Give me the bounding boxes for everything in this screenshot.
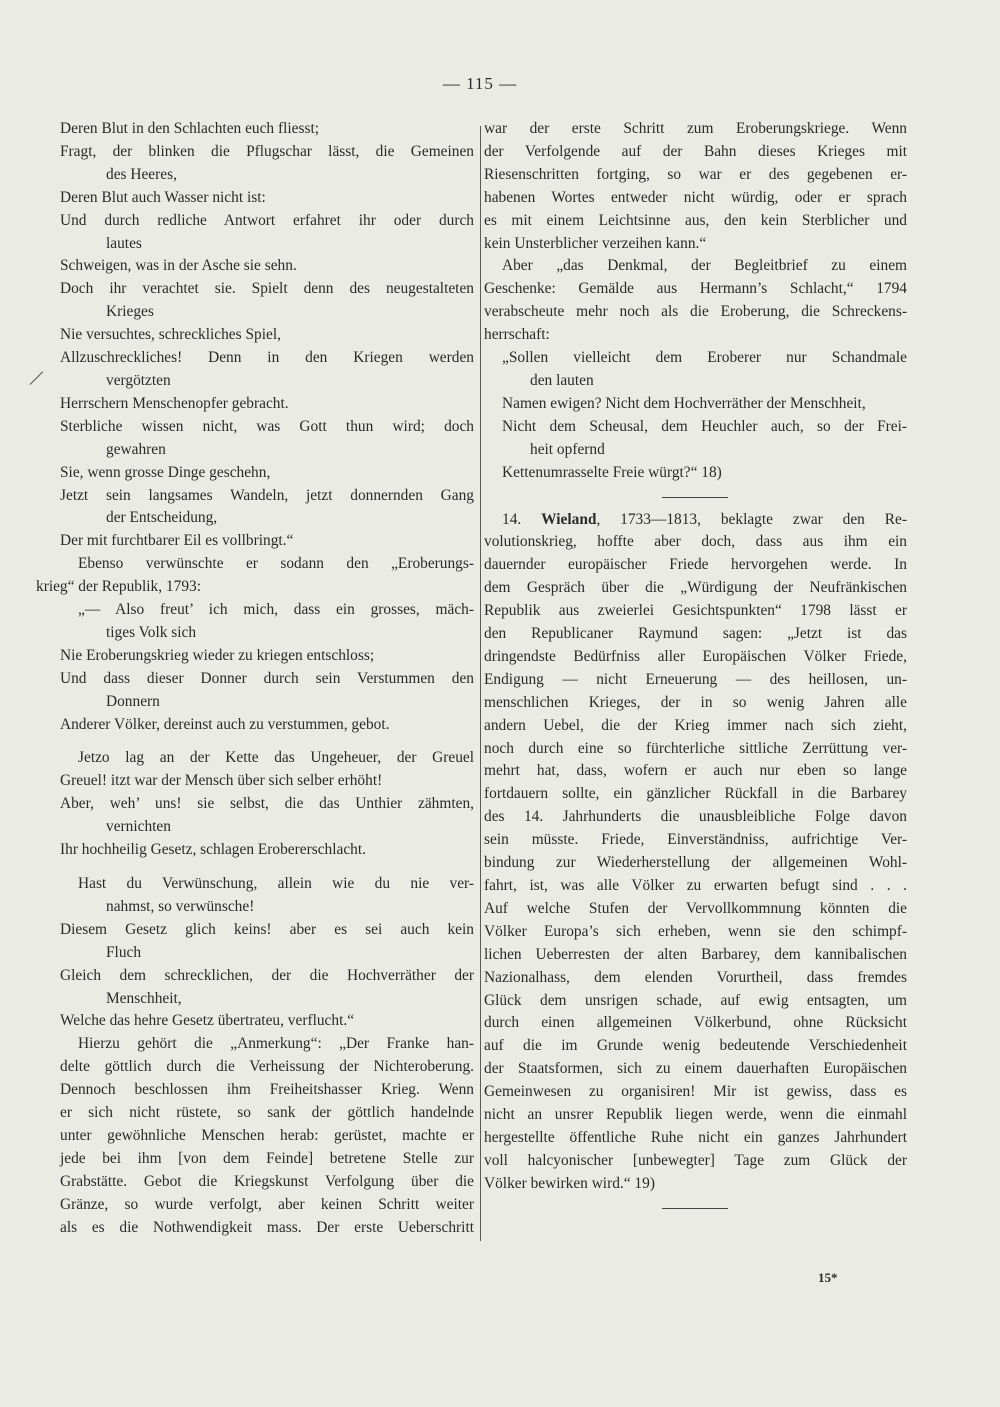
- text-line: fahrt, ist, was alle Völker zu erwarten befugt sind . . .: [484, 877, 907, 894]
- margin-pencil-mark: [30, 371, 43, 384]
- text-line: auf die im Grunde wenig bedeutende Verschiedenheit: [484, 1037, 907, 1055]
- left-column: [36, 118, 474, 1240]
- text-line: Auf welche Stufen der Vervollkommnung könnten die: [484, 899, 907, 917]
- text-line: war der erste Schritt zum Eroberungskriege. Wenn: [484, 120, 907, 137]
- text-line: volutionskrieg, hoffte aber doch, dass aus ihm ein: [484, 533, 907, 551]
- text-line: Republik aus zweierlei Gesichtspunkten“ 1798 lässt er: [484, 602, 907, 620]
- text-line: Jetzo lag an der Kette das Ungeheuer, der Greuel: [78, 749, 474, 767]
- text-line: nahmst, so verwünsche!: [106, 897, 255, 915]
- text-line: unter gewöhnliche Menschen herab: gerüstet, machte er: [60, 1126, 474, 1144]
- text-line: Der mit furchtbarer Eil es vollbringt.“: [60, 532, 294, 550]
- text-line: Grabstätte. Gebot die Kriegskunst Verfolgung über die: [60, 1172, 474, 1190]
- text-line: Diesem Gesetz glich keins! aber es sei auch kein: [60, 920, 474, 938]
- text-line: „Sollen vielleicht dem Eroberer nur Schandmale: [502, 349, 907, 367]
- text-line: Doch ihr verachtet sie. Spielt denn des neugestalteten: [60, 280, 474, 298]
- author-name: Wieland: [541, 510, 597, 528]
- text-line: Greuel! itzt war der Mensch über sich selber erhöht!: [60, 772, 383, 790]
- text-line: der Entscheidung,: [106, 509, 218, 527]
- text-line: den lauten: [530, 371, 594, 389]
- text-line: Kettenumrasselte Freie würgt?“ 18): [502, 463, 722, 481]
- text-line: Fluch: [106, 943, 142, 961]
- text-line: als es die Nothwendigkeit mass. Der erste Ueberschritt: [60, 1218, 474, 1236]
- printer-signature-mark: 15*: [818, 1270, 838, 1285]
- text-line: gewahren: [106, 440, 166, 458]
- text-line: durch einen allgemeinen Völkerbund, ohne Rücksicht: [484, 1014, 907, 1032]
- text-line: Menschheit,: [106, 989, 182, 1007]
- text-line: herrschaft:: [484, 326, 550, 344]
- text-line: Deren Blut in den Schlachten euch fliesst;: [60, 120, 320, 137]
- text-line: des Heeres,: [106, 165, 177, 183]
- text-line: fortdauern sollte, ein gänzlicher Rückfall in die Barbarey: [484, 785, 907, 803]
- text-line: andern Uebel, die der Krieg immer nach sich zieht,: [484, 716, 907, 734]
- text-line: dauernder europäischer Friede hervorgehen werde. In: [484, 556, 907, 574]
- text-line: sein müsste. Friede, Einverständniss, aufrichtige Ver-: [484, 831, 907, 849]
- text-line: der Verfolgende auf der Bahn dieses Krieges mit: [484, 142, 907, 160]
- text-line: jede bei ihm [von dem Feinde] betretene Stelle zur: [60, 1149, 474, 1167]
- text-line: Ebenso verwünschte er sodann den „Eroberungs-: [78, 555, 474, 573]
- text-line: Hierzu gehört die „Anmerkung“: „Der Franke han-: [78, 1035, 474, 1053]
- text-line: Gleich dem schrecklichen, der die Hochverräther der: [60, 966, 474, 984]
- text-line: vernichten: [106, 818, 171, 836]
- text-line: menschlichen Krieges, der in so wenig Jahren alle: [484, 693, 907, 711]
- text-line: der Staatsformen, sich zu einem dauerhaften Europäischen: [484, 1060, 907, 1078]
- text-line: tiges Volk sich: [106, 623, 197, 641]
- text-line: Und dass dieser Donner durch sein Verstummen den: [60, 669, 474, 687]
- text-line: des 14. Jahrhunderts die unausbleibliche Folge davon: [484, 808, 907, 826]
- text-line: Ihr hochheilig Gesetz, schlagen Erobererschlacht.: [60, 841, 366, 859]
- text-line: vergötzten: [106, 371, 171, 389]
- text-line: Anderer Völker, dereinst auch zu verstummen, gebot.: [60, 715, 390, 733]
- text-line: Völker Europa’s sich erheben, wenn sie den schimpf-: [484, 922, 907, 940]
- text-line: delte göttlich durch die Verheissung der Nichteroberung.: [60, 1058, 474, 1076]
- text-line: er sich nicht rüstete, so sank der göttlich handelnde: [60, 1104, 474, 1122]
- text-line: habenen Wortes entweder nicht würdig, oder er sprach: [484, 188, 907, 206]
- text-line: Fragt, der blinken die Pflugschar lässt, die Gemeinen: [60, 142, 474, 160]
- text-line: Glück dem unsrigen schade, auf ewig entsagten, um: [484, 991, 907, 1009]
- text-line: verabscheute mehr noch als die Eroberung, die Schreckens-: [484, 303, 907, 321]
- text-line: Sie, wenn grosse Dinge geschehn,: [60, 463, 271, 481]
- text-line: Nicht dem Scheusal, dem Heuchler auch, so der Frei-: [502, 417, 907, 435]
- right-column: [484, 118, 907, 1209]
- text-line: Nazionalhass, dem elenden Vorurtheil, dass fremdes: [484, 968, 907, 986]
- text-line: krieg“ der Republik, 1793:: [36, 578, 201, 596]
- text-line: Deren Blut auch Wasser nicht ist:: [60, 188, 266, 206]
- text-line: Hast du Verwünschung, allein wie du nie ver-: [78, 875, 474, 892]
- text-line: Und durch redliche Antwort erfahret ihr oder durch: [60, 211, 474, 229]
- text-line: Donnern: [106, 692, 160, 710]
- text-line: mehrt hat, dass, wofern er auch nur eben so lange: [484, 762, 907, 780]
- paragraph-gap: [60, 862, 474, 873]
- text-line: den Republicaner Raymund sagen: „Jetzt ist das: [484, 625, 907, 643]
- text-line: noch durch eine so fürchterliche sittliche Zerrüttung ver-: [484, 739, 907, 757]
- text-line: dringendste Bedürfniss aller Europäischen Völker Friede,: [484, 647, 907, 665]
- text-line: Herrschern Menschenopfer gebracht.: [60, 394, 289, 412]
- text-line: Völker bewirken wird.“ 19): [484, 1174, 655, 1192]
- text-line: es mit einem Leichtsinne aus, den kein Sterblicher und: [484, 211, 907, 229]
- text-line: Sterbliche wissen nicht, was Gott thun wird; doch: [60, 417, 474, 435]
- text-line: Allzuschreckliches! Denn in den Kriegen werden: [60, 349, 474, 367]
- text-line: lichen Ueberresten der alten Barbarey, dem kannibalischen: [484, 945, 907, 963]
- text-line: Riesenschritten fortging, so war er des gegebenen er-: [484, 165, 907, 183]
- text-line: Geschenke: Gemälde aus Hermann’s Schlacht,“ 1794: [484, 280, 907, 298]
- page-number: — 115 —: [442, 74, 518, 93]
- text-line: Dennoch beschlossen ihm Freiheitshasser Krieg. Wenn: [60, 1081, 474, 1099]
- text-line: Aber „das Denkmal, der Begleitbrief zu einem: [502, 257, 907, 275]
- text-line: Endigung — nicht Erneuerung — des heillosen, un-: [484, 670, 907, 688]
- text-line: Namen ewigen? Nicht dem Hochverräther der Menschheit,: [502, 394, 866, 412]
- text-line: Gemeinwesen zu organisiren! Mir ist gewiss, dass es: [484, 1083, 907, 1101]
- text-line: Krieges: [106, 303, 154, 321]
- text-line: kein Unsterblicher verzeihen kann.“: [484, 234, 707, 252]
- text-line: Schweigen, was in der Asche sie sehn.: [60, 257, 297, 275]
- paragraph-gap: [60, 736, 474, 747]
- column-divider: [480, 126, 481, 1241]
- text-line: „— Also freut’ ich mich, dass ein grosses, mäch-: [78, 601, 474, 619]
- text-line: Nie Eroberungskrieg wieder zu kriegen entschloss;: [60, 646, 375, 664]
- text-line: Aber, weh’ uns! sie selbst, die das Unthier zähmten,: [60, 795, 474, 813]
- text-line: voll halcyonischer [unbewegter] Tage zum Glück der: [484, 1151, 907, 1169]
- text-line: lautes: [106, 234, 142, 252]
- text-line: dem Gespräch über die „Würdigung der Neufränkischen: [484, 579, 907, 597]
- paragraph-gap: [484, 498, 907, 509]
- text-line: Nie versuchtes, schreckliches Spiel,: [60, 326, 281, 344]
- text-line: Jetzt sein langsames Wandeln, jetzt donnernden Gang: [60, 486, 474, 504]
- text-line: Welche das hehre Gesetz übertrateu, verflucht.“: [60, 1012, 355, 1030]
- text-line: heit opfernd: [530, 440, 605, 458]
- section-rule: [662, 1208, 728, 1209]
- text-line: 14. Wieland, 1733—1813, beklagte zwar den Re-: [502, 510, 907, 528]
- text-line: Gränze, so wurde verfolgt, aber keinen Schritt weiter: [60, 1195, 474, 1213]
- text-line: bindung zur Wiederherstellung der allgemeinen Wohl-: [484, 854, 907, 872]
- text-line: hergestellte öffentliche Ruhe nicht ein ganzes Jahrhundert: [484, 1128, 907, 1146]
- text-line: nicht an unsrer Republik liegen werde, wenn die einmahl: [484, 1106, 907, 1124]
